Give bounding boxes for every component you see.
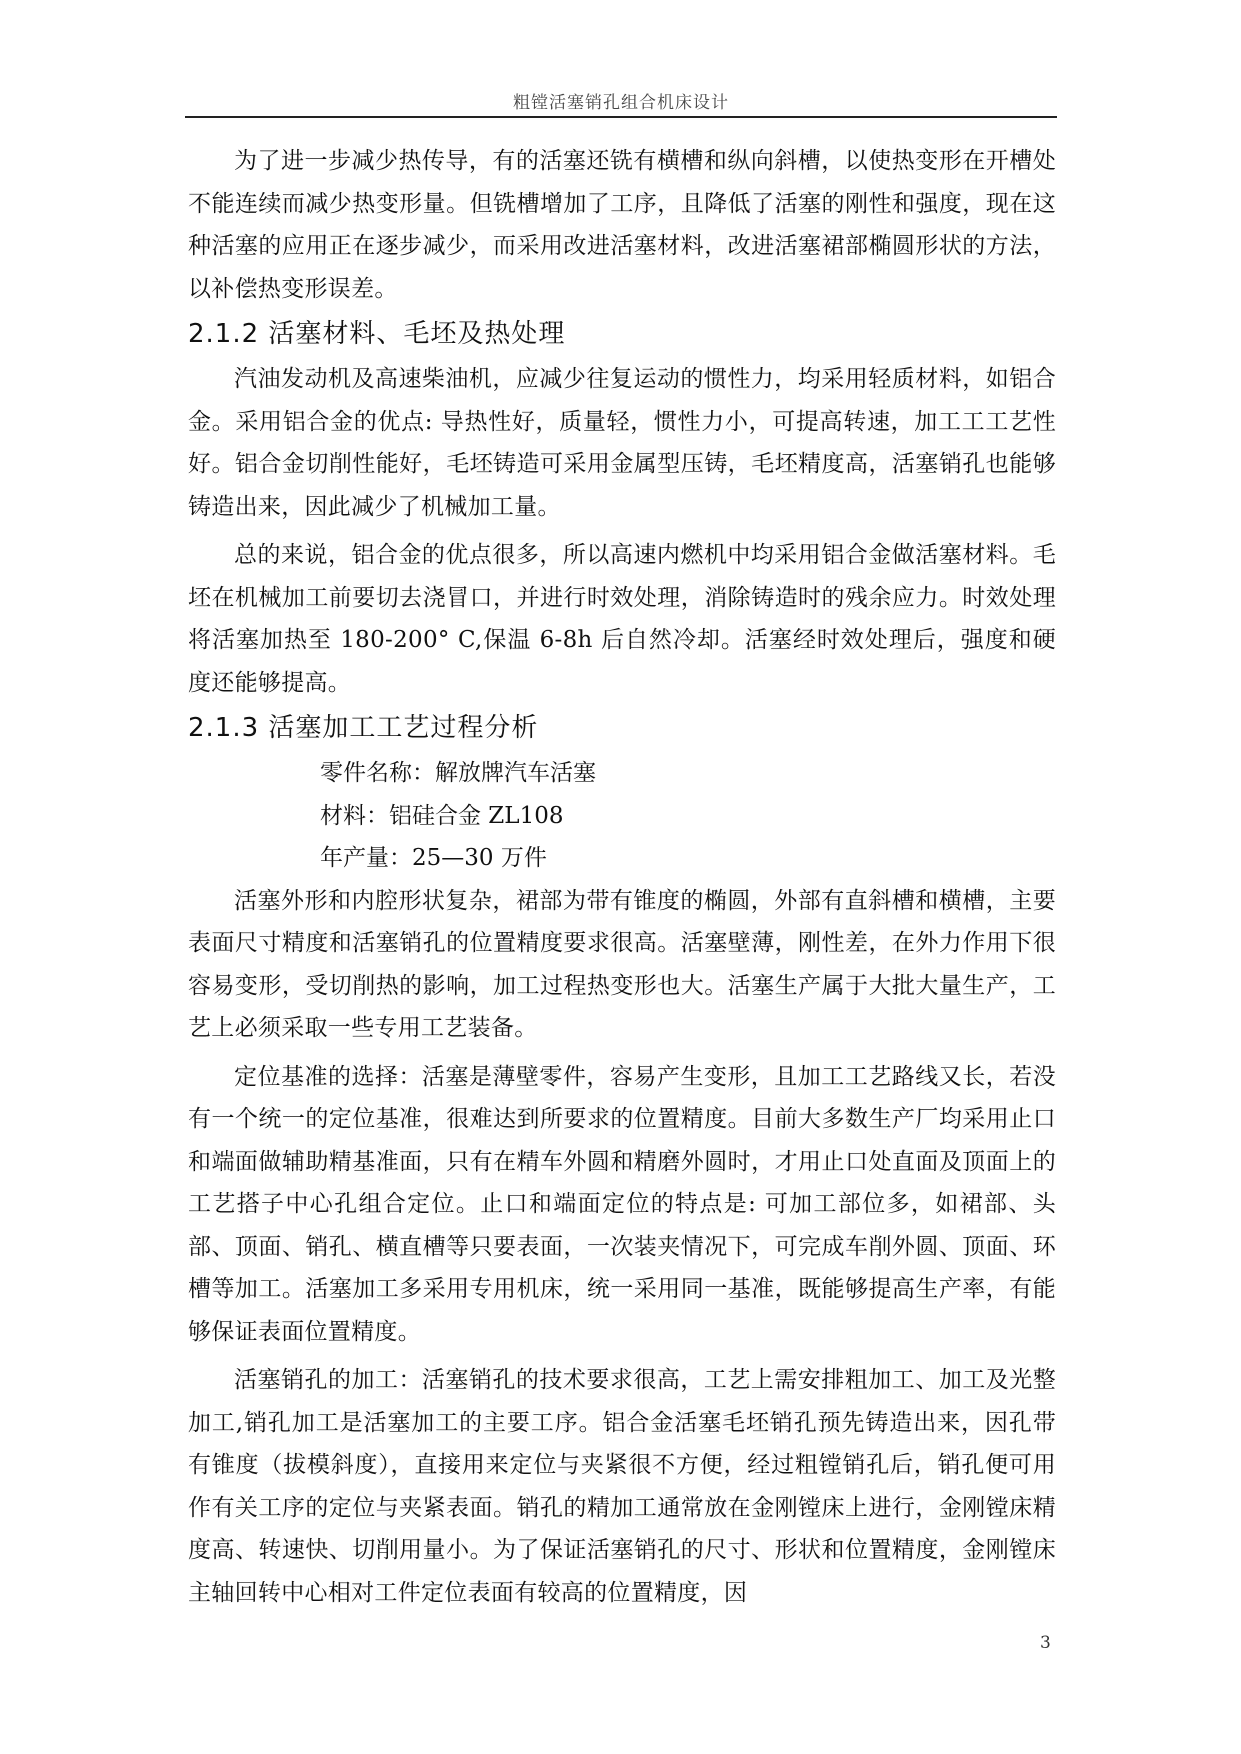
page-number: 3 [1040, 1633, 1051, 1653]
header-rule [185, 116, 1057, 118]
paragraph-heat-treatment: 总的来说，铝合金的优点很多，所以高速内燃机中均采用铝合金做活塞材料。毛坯在机械加工前要切去浇冒口，并进行时效处理，消除铸造时的残余应力。时效处理将活塞加热至 180-200° C,保温 6-8h 后自然冷却。活塞经时效处理后，强度和硬度还能够提高。 [188, 542, 1056, 696]
section-heading-2-1-2: 2.1.2 活塞材料、毛坯及热处理 [188, 319, 566, 349]
paragraph-pin-hole-machining: 活塞销孔的加工：活塞销孔的技术要求很高，工艺上需安排粗加工、加工及光整加工,销孔加工是活塞加工的主要工序。铝合金活塞毛坯销孔预先铸造出来，因孔带有锥度（拔模斜度），直接用来定位与夹紧很不方便，经过粗镗销孔后，销孔便可用作有关工序的定位与夹紧表面。销孔的精加工通常放在金刚镗床上进行，金刚镗床精度高、转速快、切削用量小。为了保证活塞销孔的尺寸、形状和位置精度，金刚镗床主轴回转中心相对工件定位表面有较高的位置精度，因 [188, 1367, 1056, 1606]
spec-part-name: 零件名称：解放牌汽车活塞 [320, 760, 596, 786]
spec-material: 材料：铝硅合金 ZL108 [320, 802, 564, 829]
spec-annual-output: 年产量：25—30 万件 [320, 845, 547, 871]
page-body [188, 140, 1056, 1614]
paragraph-materials: 汽油发动机及高速柴油机，应减少往复运动的惯性力，均采用轻质材料，如铝合金。采用铝合金的优点: 导热性好，质量轻，惯性力小，可提高转速，加工工工艺性好。铝合金切削性能好，毛坯铸造可采用金属型压铸，毛坯精度高，活塞销孔也能够铸造出来，因此减少了机械加工量。 [188, 366, 1056, 520]
section-heading-2-1-3: 2.1.3 活塞加工工艺过程分析 [188, 713, 539, 743]
paragraph-intro: 为了进一步减少热传导，有的活塞还铣有横槽和纵向斜槽，以使热变形在开槽处不能连续而减少热变形量。但铣槽增加了工序，且降低了活塞的刚性和强度，现在这种活塞的应用正在逐步减少，而采用改进活塞材料，改进活塞裙部椭圆形状的方法，以补偿热变形误差。 [188, 148, 1056, 302]
running-header: 粗镗活塞销孔组合机床设计 [513, 93, 729, 113]
paragraph-datum-selection: 定位基准的选择：活塞是薄壁零件，容易产生变形，且加工工艺路线又长，若没有一个统一的定位基准，很难达到所要求的位置精度。目前大多数生产厂均采用止口和端面做辅助精基准面，只有在精车外圆和精磨外圆时，才用止口处直面及顶面上的工艺搭子中心孔组合定位。止口和端面定位的特点是: 可加工部位多，如裙部、头部、顶面、销孔、横直槽等只要表面，一次装夹情况下，可完成车削外圆、顶面、环槽等加工。活塞加工多采用专用机床，统一采用同一基准，既能够提高生产率，有能够保证表面位置精度。 [188, 1063, 1056, 1345]
paragraph-shape-analysis: 活塞外形和内腔形状复杂，裙部为带有锥度的椭圆，外部有直斜槽和横槽，主要表面尺寸精度和活塞销孔的位置精度要求很高。活塞壁薄，刚性差，在外力作用下很容易变形，受切削热的影响，加工过程热变形也大。活塞生产属于大批大量生产，工艺上必须采取一些专用工艺装备。 [188, 887, 1056, 1041]
